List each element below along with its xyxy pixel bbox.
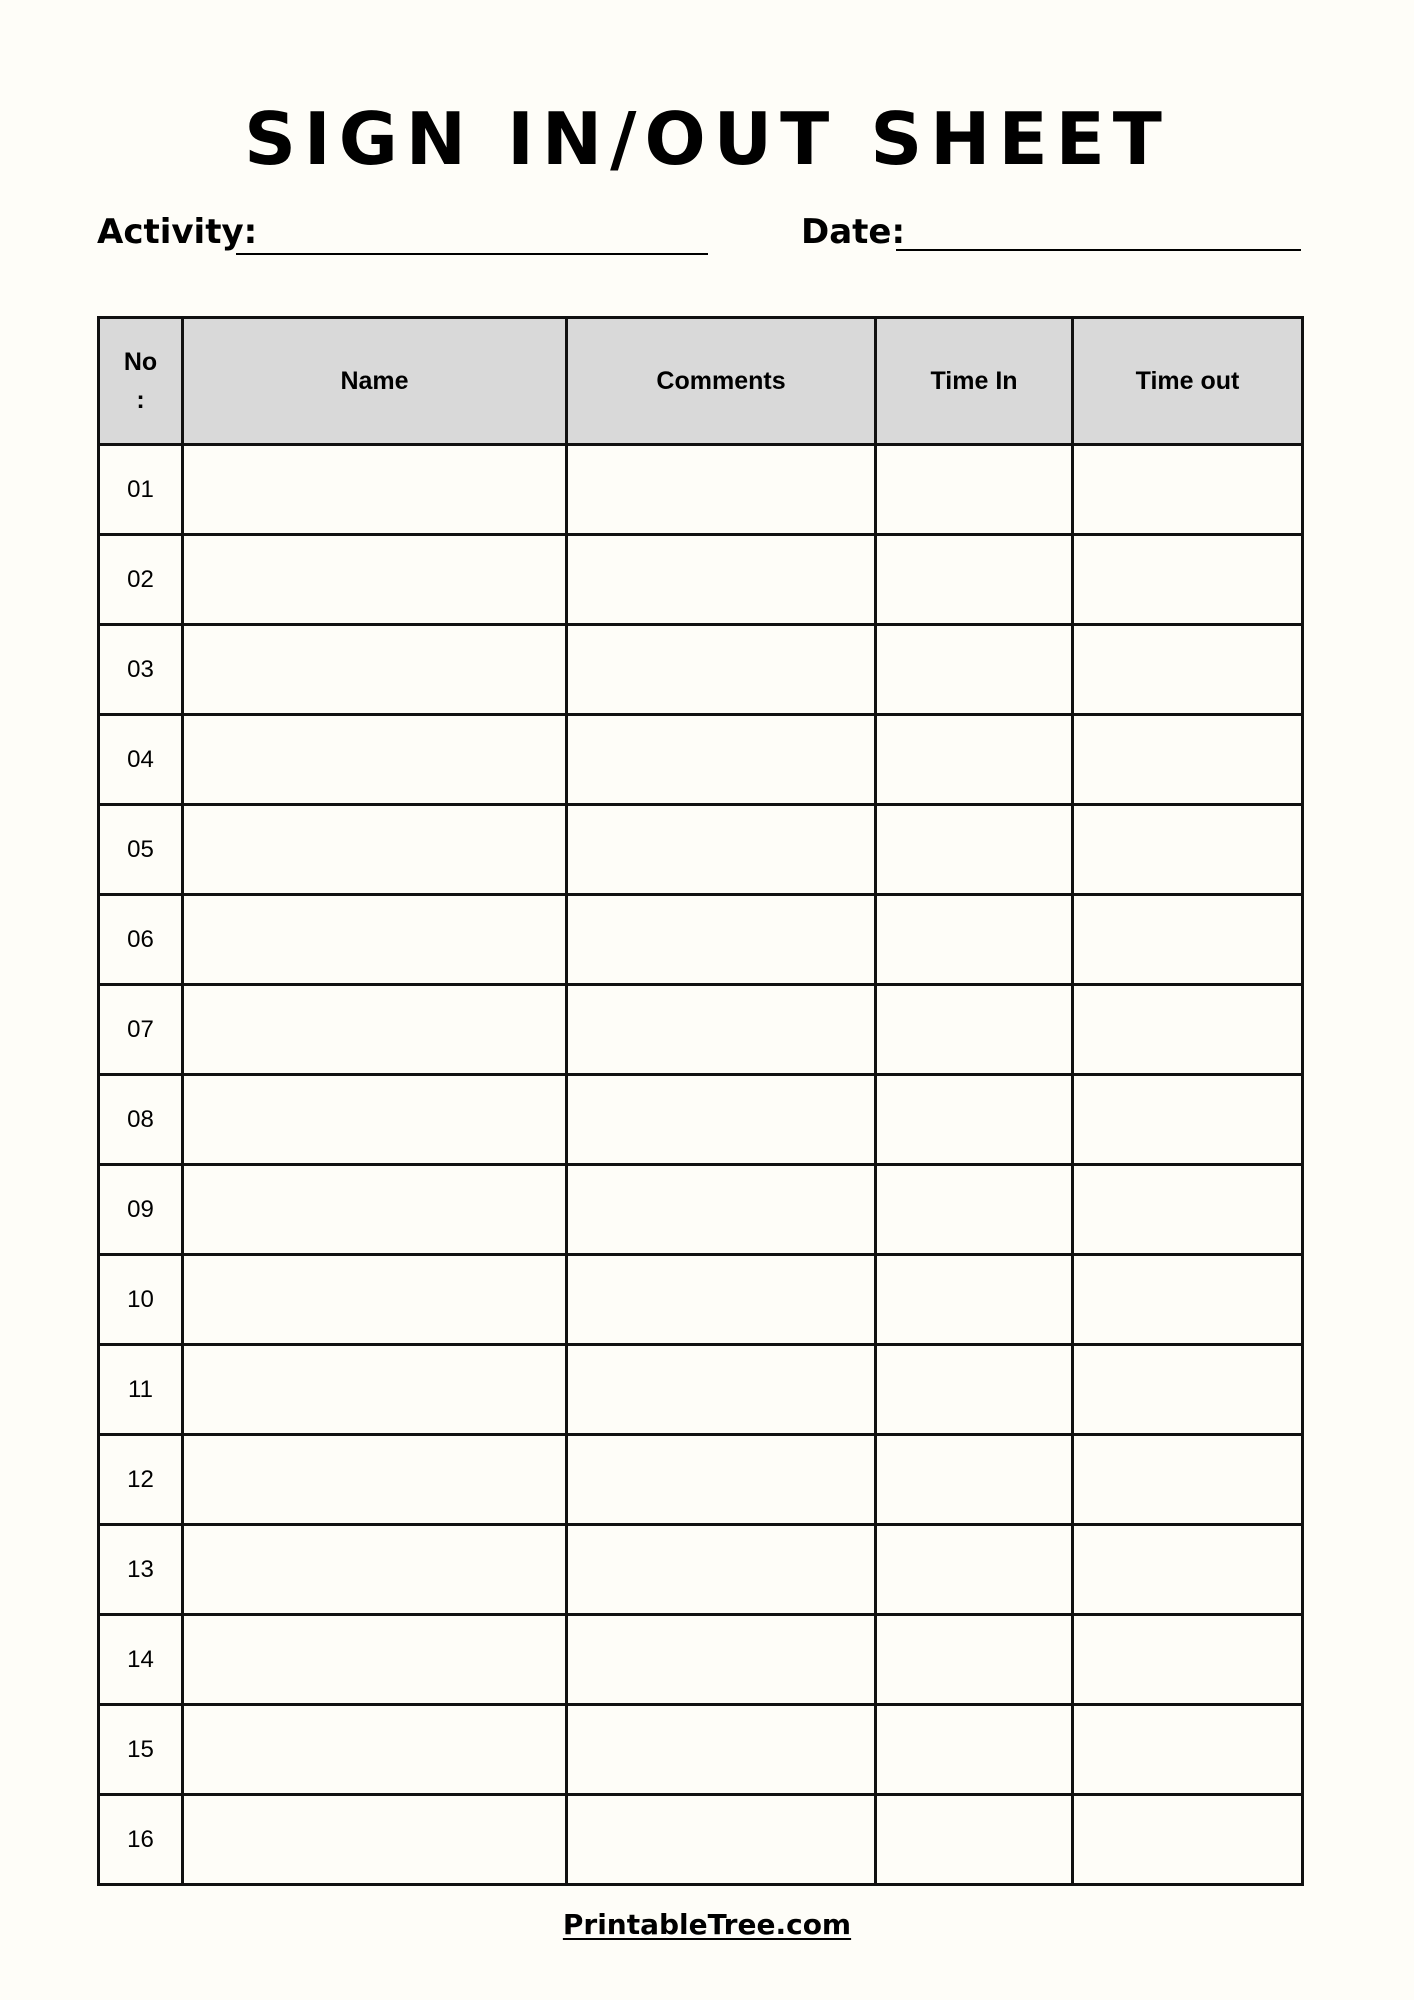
comments-cell[interactable]: [567, 535, 876, 625]
time-in-cell[interactable]: [876, 715, 1073, 805]
time-out-cell[interactable]: [1073, 985, 1303, 1075]
header-no: [99, 318, 183, 445]
time-in-cell[interactable]: [876, 445, 1073, 535]
comments-cell[interactable]: [567, 1435, 876, 1525]
name-cell[interactable]: [183, 1615, 567, 1705]
activity-blank-line[interactable]: [236, 253, 708, 255]
header-no-text: No: [123, 348, 158, 376]
name-cell[interactable]: [183, 445, 567, 535]
row-number: 10: [99, 1255, 183, 1345]
time-in-cell[interactable]: [876, 985, 1073, 1075]
time-out-cell[interactable]: [1073, 1705, 1303, 1795]
row-number: 14: [99, 1615, 183, 1705]
table-row: [99, 535, 1303, 625]
row-number: 04: [99, 715, 183, 805]
row-number: 03: [99, 625, 183, 715]
row-number: 15: [99, 1705, 183, 1795]
table-row: [99, 1615, 1303, 1705]
name-cell[interactable]: [183, 1165, 567, 1255]
name-cell[interactable]: [183, 1705, 567, 1795]
table-row: [99, 1165, 1303, 1255]
comments-cell[interactable]: [567, 895, 876, 985]
header-time-out: Time out: [1073, 318, 1303, 445]
date-label: Date:: [801, 212, 906, 252]
comments-cell[interactable]: [567, 445, 876, 535]
time-out-cell[interactable]: [1073, 1075, 1303, 1165]
table-row: [99, 1255, 1303, 1345]
time-in-cell[interactable]: [876, 535, 1073, 625]
time-in-cell[interactable]: [876, 895, 1073, 985]
time-out-cell[interactable]: [1073, 1435, 1303, 1525]
time-out-cell[interactable]: [1073, 445, 1303, 535]
row-number: 02: [99, 535, 183, 625]
time-in-cell[interactable]: [876, 625, 1073, 715]
date-blank-line[interactable]: [896, 249, 1301, 251]
header-time-in: Time In: [876, 318, 1073, 445]
time-out-cell[interactable]: [1073, 715, 1303, 805]
name-cell[interactable]: [183, 985, 567, 1075]
table-row: [99, 1435, 1303, 1525]
table-row: [99, 1705, 1303, 1795]
time-out-cell[interactable]: [1073, 535, 1303, 625]
name-cell[interactable]: [183, 1435, 567, 1525]
table-row: [99, 1525, 1303, 1615]
time-in-cell[interactable]: [876, 1705, 1073, 1795]
time-out-cell[interactable]: [1073, 1255, 1303, 1345]
table-row: [99, 1075, 1303, 1165]
table-row: [99, 895, 1303, 985]
time-in-cell[interactable]: [876, 1165, 1073, 1255]
time-in-cell[interactable]: [876, 1795, 1073, 1885]
comments-cell[interactable]: [567, 1525, 876, 1615]
row-number: 06: [99, 895, 183, 985]
row-number: 11: [99, 1345, 183, 1435]
row-number: 08: [99, 1075, 183, 1165]
name-cell[interactable]: [183, 1525, 567, 1615]
comments-cell[interactable]: [567, 985, 876, 1075]
row-number: 09: [99, 1165, 183, 1255]
time-in-cell[interactable]: [876, 1525, 1073, 1615]
name-cell[interactable]: [183, 1075, 567, 1165]
table-row: [99, 445, 1303, 535]
comments-cell[interactable]: [567, 1345, 876, 1435]
comments-cell[interactable]: [567, 1075, 876, 1165]
time-in-cell[interactable]: [876, 805, 1073, 895]
page-title: SIGN IN/OUT SHEET: [244, 97, 1170, 181]
time-in-cell[interactable]: [876, 1255, 1073, 1345]
comments-cell[interactable]: [567, 805, 876, 895]
sign-in-out-table: [97, 316, 1304, 1886]
time-out-cell[interactable]: [1073, 1525, 1303, 1615]
activity-label: Activity:: [97, 212, 258, 252]
time-out-cell[interactable]: [1073, 1345, 1303, 1435]
row-number: 01: [99, 445, 183, 535]
header-comments: Comments: [567, 318, 876, 445]
table-row: [99, 715, 1303, 805]
table-body: [99, 445, 1303, 1885]
name-cell[interactable]: [183, 1795, 567, 1885]
name-cell[interactable]: [183, 895, 567, 985]
table-header-row: [99, 318, 1303, 445]
name-cell[interactable]: [183, 625, 567, 715]
table-row: [99, 1345, 1303, 1435]
table-row: [99, 1795, 1303, 1885]
time-in-cell[interactable]: [876, 1615, 1073, 1705]
time-in-cell[interactable]: [876, 1345, 1073, 1435]
comments-cell[interactable]: [567, 1795, 876, 1885]
time-out-cell[interactable]: [1073, 1165, 1303, 1255]
comments-cell[interactable]: [567, 1165, 876, 1255]
header-name: Name: [183, 318, 567, 445]
table-row: [99, 625, 1303, 715]
table-row: [99, 805, 1303, 895]
header-no-colon: :: [136, 386, 145, 414]
row-number: 16: [99, 1795, 183, 1885]
name-cell[interactable]: [183, 1255, 567, 1345]
name-cell[interactable]: [183, 805, 567, 895]
name-cell[interactable]: [183, 715, 567, 805]
comments-cell[interactable]: [567, 625, 876, 715]
name-cell[interactable]: [183, 1345, 567, 1435]
comments-cell[interactable]: [567, 715, 876, 805]
table-row: [99, 985, 1303, 1075]
time-out-cell[interactable]: [1073, 1615, 1303, 1705]
time-out-cell[interactable]: [1073, 895, 1303, 985]
time-in-cell[interactable]: [876, 1075, 1073, 1165]
time-out-cell[interactable]: [1073, 1795, 1303, 1885]
time-out-cell[interactable]: [1073, 625, 1303, 715]
comments-cell[interactable]: [567, 1255, 876, 1345]
comments-cell[interactable]: [567, 1705, 876, 1795]
row-number: 07: [99, 985, 183, 1075]
row-number: 05: [99, 805, 183, 895]
time-in-cell[interactable]: [876, 1435, 1073, 1525]
time-out-cell[interactable]: [1073, 805, 1303, 895]
footer-website: PrintableTree.com: [562, 1908, 852, 1941]
name-cell[interactable]: [183, 535, 567, 625]
comments-cell[interactable]: [567, 1615, 876, 1705]
row-number: 13: [99, 1525, 183, 1615]
row-number: 12: [99, 1435, 183, 1525]
